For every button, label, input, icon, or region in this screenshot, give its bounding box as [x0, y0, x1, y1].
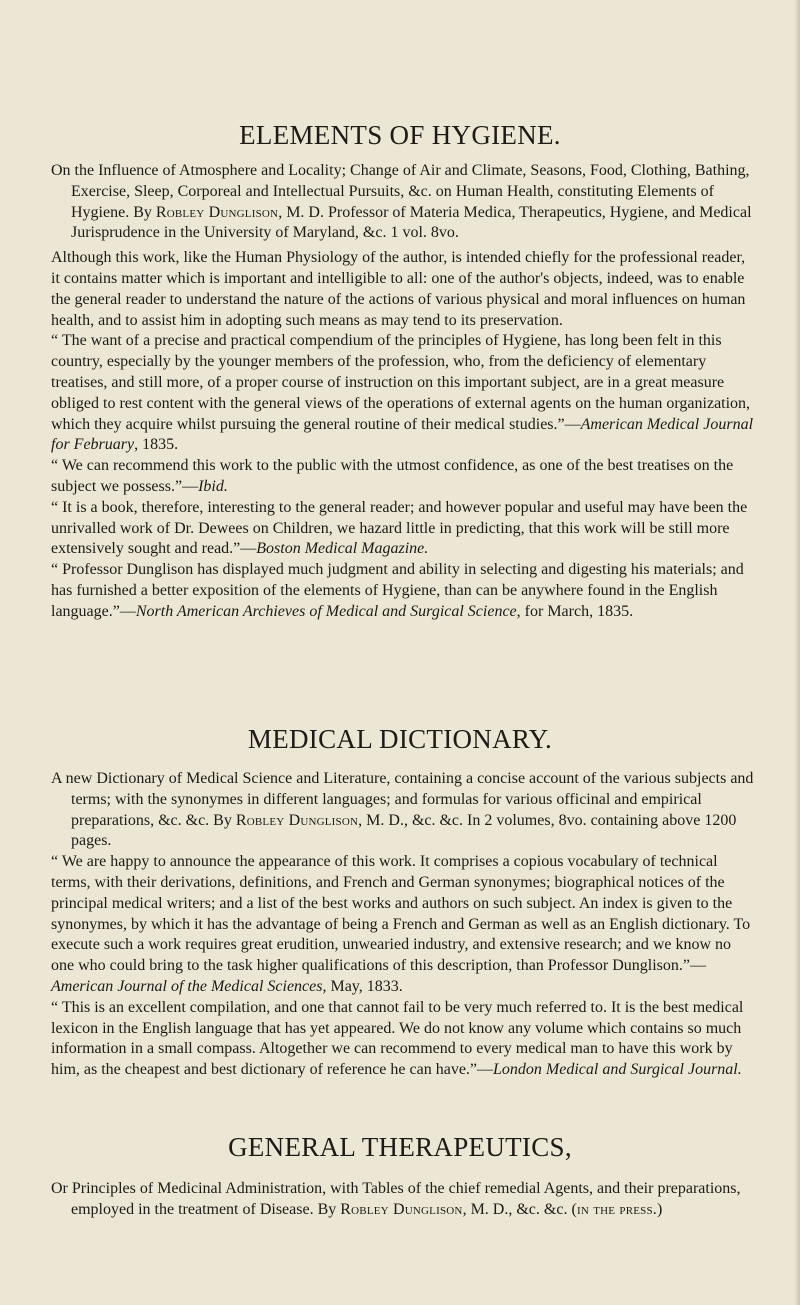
- section-heading-hygiene: ELEMENTS OF HYGIENE.: [239, 120, 561, 150]
- review-source: Boston Medical Magazine.: [256, 540, 429, 558]
- section-body-therapeutics: [51, 1179, 756, 1221]
- review-quote: Although this work, like the Human Physiology of the author, is intended chiefly for the professional reader, it contains matter which is important and intelligible to all: one of the author's objects, indeed, was to enable the general reader to understand the nature of the actions of various physical and moral influences on human health, and to assist him in adopting such means as may tend to its preservation.: [51, 249, 746, 329]
- section-body-hygiene: [51, 161, 756, 623]
- author-name: Robley Dunglison: [155, 203, 279, 221]
- book-description: Or Principles of Medicinal Administration, with Tables of the chief remedial Agents, and their preparations, employed in the treatment of Disease. By Robley Dunglison, M. D., &c. &c. (in the press.): [51, 1180, 741, 1218]
- section-body-dictionary: [51, 769, 756, 1081]
- review-quote: “ This is an excellent compilation, and one that cannot fail to be very much referred to. It is the best medical lexicon in the English language that has yet appeared. We do not know any volume which contains so much information in a small compass. Altogether we can recommend to every medical man to have this work by him, as the cheapest and best dictionary of reference he can have.”—London Medical and Surgical Journal.: [51, 998, 744, 1079]
- section-heading-dictionary: MEDICAL DICTIONARY.: [247, 724, 553, 754]
- author-name: Robley Dunglison: [340, 1200, 463, 1218]
- page-edge-shadow: [794, 0, 800, 1305]
- review-source: Ibid.: [198, 477, 228, 495]
- review-source: American Medical Journal for February: [51, 415, 754, 454]
- book-description: On the Influence of Atmosphere and Locality; Change of Air and Climate, Seasons, Food, Clothing, Bathing, Exercise, Sleep, Corporeal and Intellectual Pursuits, &c. on Human Health, constituting Elements of Hygiene. By Robley Dunglison, M. D. Professor of Materia Medica, Therapeutics, Hygiene, and Medical Jurisprudence in the University of Maryland, &c. 1 vol. 8vo.: [51, 162, 752, 242]
- review-source: American Journal of the Medical Sciences: [51, 977, 323, 995]
- review-quote: “ The want of a precise and practical compendium of the principles of Hygiene, has long been felt in this country, especially by the younger members of the profession, who, from the deficiency of elementary treatises, and still more, of a proper course of instruction on this important subject, are in a great measure obliged to rest content with the general views of the operations of external agents on the human organization, which they acquire whilst pursuing the general routine of their medical studies.”—American Medical Journal for February, 1835.: [51, 332, 754, 454]
- review-quote: “ Professor Dunglison has displayed much judgment and ability in selecting and digesting his materials; and has furnished a better exposition of the elements of Hygiene, than can be anywhere found in the English language.”—North American Archieves of Medical and Surgical Science, for March, 1835.: [51, 561, 744, 620]
- book-description: A new Dictionary of Medical Science and Literature, containing a concise account of the various subjects and terms; with the synonymes in different languages; and formulas for various officinal and empirical preparations, &c. &c. By Robley Dunglison, M. D., &c. &c. In 2 volumes, 8vo. containing above 1200 pages.: [51, 770, 754, 850]
- review-quote: “ It is a book, therefore, interesting to the general reader; and however popular and useful may have been the unrivalled work of Dr. Dewees on Children, we hazard little in predicting, that this work will be still more extensively sought and read.”—Boston Medical Magazine.: [51, 498, 748, 558]
- review-source: North American Archieves of Medical and Surgical Science: [135, 602, 517, 620]
- section-heading-therapeutics: GENERAL THERAPEUTICS,: [228, 1132, 572, 1162]
- press-note: (in the press.): [571, 1200, 663, 1218]
- review-quote: “ We are happy to announce the appearance of this work. It comprises a copious vocabulary of technical terms, with their derivations, definitions, and French and German synonymes; biographical notices of the principal medical writers; and a list of the best works and authors on such subject. An index is given to the synonymes, by which it has the advantage of being a French and German as well as an English dictionary. To execute such a work requires great erudition, unwearied industry, and extensive research; and we know no one who could bring to the task higher qualifications of this description, than Professor Dunglison.”—American Journal of the Medical Sciences, May, 1833.: [51, 853, 751, 995]
- review-source: London Medical and Surgical Journal.: [493, 1061, 742, 1079]
- review-quote: “ We can recommend this work to the public with the utmost confidence, as one of the best treatises on the subject we possess.”—Ibid.: [51, 457, 734, 495]
- author-name: Robley Dunglison: [235, 811, 359, 829]
